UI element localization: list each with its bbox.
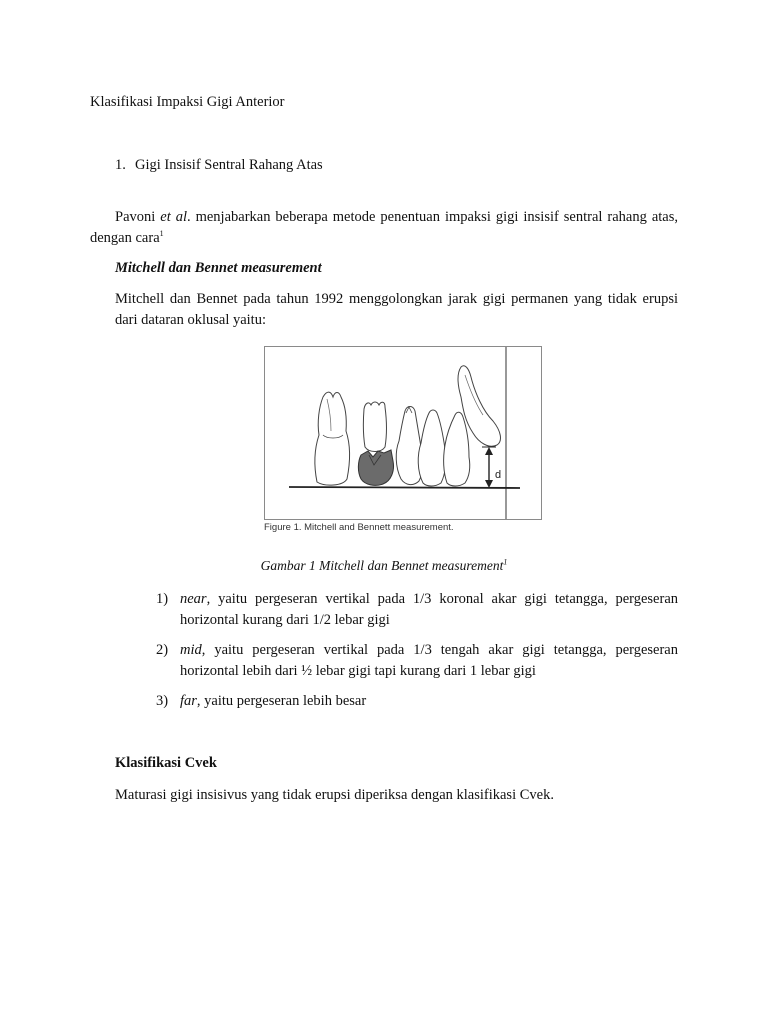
intro-line-2 [90,228,164,248]
list-item-1-line-1 [180,589,678,609]
section-number: 1. [115,157,126,173]
list-item-2-rest: , yaitu pergeseran vertikal pada 1/3 tengah akar gigi tetangga, pergeseran [201,642,678,658]
list-item-2-number: 2) [156,642,169,658]
tooth-premolar-upper [363,402,386,452]
section-heading: Gigi Insisif Sentral Rahang Atas [135,157,323,173]
intro-author: Pavoni [115,209,156,225]
list-item-3-rest: , yaitu pergeseran lebih besar [196,693,367,709]
mitchell-para-line-1: Mitchell dan Bennet pada tahun 1992 menggolongkan jarak gigi permanen yang tidak erupsi [115,291,678,307]
intro-line-2-text: dengan cara [90,230,160,246]
figure-caption [0,558,768,574]
figure-inner-caption: Figure 1. Mitchell and Bennett measurement. [264,522,454,533]
list-item-2-line-1 [180,640,678,660]
list-item-2-term: mid [180,642,202,658]
intro-reference: 1 [159,229,164,239]
measurement-label-d: d [495,469,502,481]
tooth-impacted [358,450,393,485]
document-title: Klasifikasi Impaksi Gigi Anterior [90,94,285,110]
list-item-3-line-1 [180,691,678,711]
list-item-1-rest: , yaitu pergeseran vertikal pada 1/3 koronal akar gigi tetangga, pergeseran [206,591,678,607]
mitchell-para-line-2: dari dataran oklusal yaitu: [115,312,266,328]
figure-frame [264,346,542,520]
occlusal-plane-line [289,487,520,488]
list-item-2-line-2: horizontal lebih dari ½ lebar gigi tapi kurang dari 1 lebar gigi [180,663,536,679]
list-item-1-number: 1) [156,591,169,607]
tooth-incisor-lateral [444,412,470,486]
list-item-3-term: far [180,693,197,709]
cvek-paragraph: Maturasi gigi insisivus yang tidak erupsi diperiksa dengan klasifikasi Cvek. [115,787,554,803]
list-item-1-term: near [180,591,207,607]
intro-rest: . menjabarkan beberapa metode penentuan impaksi gigi insisif sentral rahang atas, [186,209,679,225]
list-item-3-number: 3) [156,693,169,709]
mitchell-heading: Mitchell dan Bennet measurement [115,260,322,276]
intro-etal: et al [160,209,187,225]
teeth-diagram [265,347,541,519]
intro-line-1 [115,207,678,227]
cvek-heading: Klasifikasi Cvek [115,755,217,771]
list-item-1-line-2: horizontal kurang dari 1/2 lebar gigi [180,612,390,628]
tooth-molar-left [315,392,350,485]
tooth-premolar-right [418,410,446,486]
figure-caption-reference: 1 [503,557,508,567]
figure-caption-text: Gambar 1 Mitchell dan Bennet measurement [260,558,504,573]
